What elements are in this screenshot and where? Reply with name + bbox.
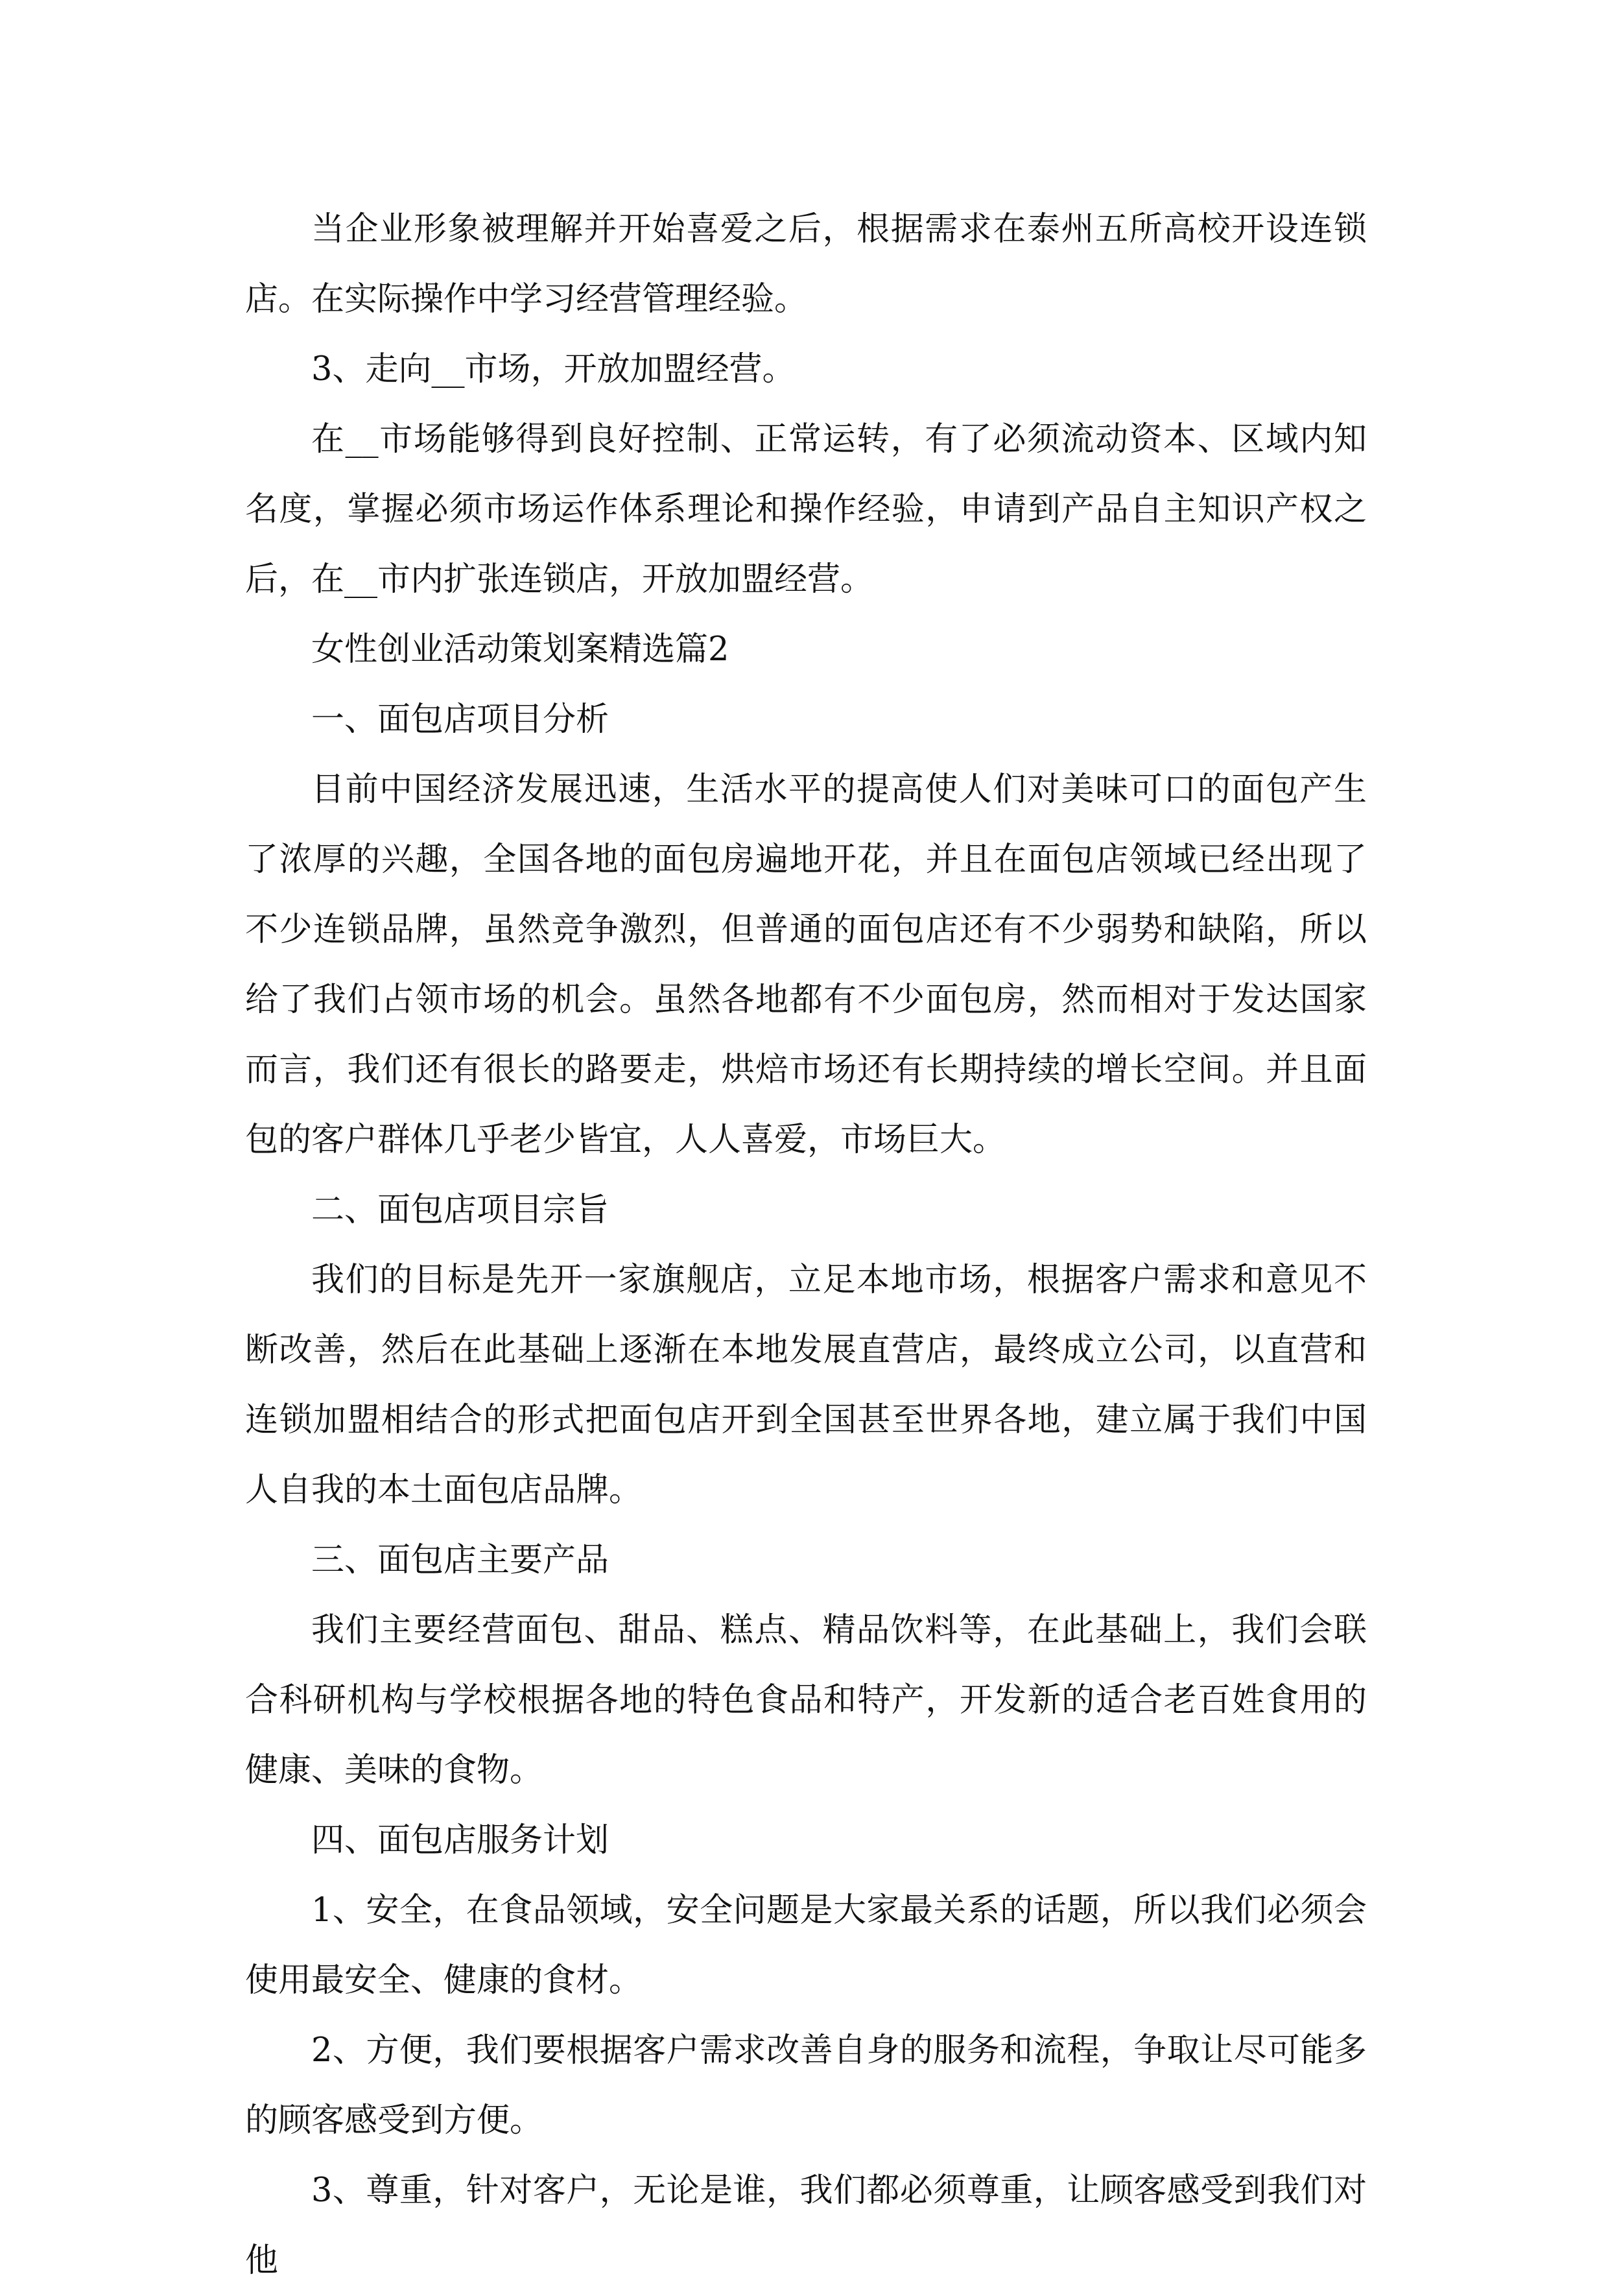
heading-project-purpose: 二、面包店项目宗旨 [311, 1191, 609, 1229]
heading-project-analysis: 一、面包店项目分析 [311, 700, 609, 739]
paragraph-main-products: 我们主要经营面包、甜品、糕点、精品饮料等，在此基础上，我们会联合科研机构与学校根据各地的特色食品和特产，开发新的适合老百姓食用的健康、美味的食物。 [245, 1611, 1367, 1789]
paragraph-service-safety: 1、安全，在食品领域，安全问题是大家最关系的话题，所以我们必须会使用最安全、健康的食材。 [245, 1891, 1367, 2000]
paragraph-service-respect: 3、尊重，针对客户，无论是谁，我们都必须尊重，让顾客感受到我们对他 [245, 2171, 1367, 2280]
paragraph-project-purpose: 我们的目标是先开一家旗舰店，立足本地市场，根据客户需求和意见不断改善，然后在此基础上逐渐在本地发展直营店，最终成立公司，以直营和连锁加盟相结合的形式把面包店开到全国甚至世界各地，建立属于我们中国人自我的本土面包店品牌。 [245, 1261, 1367, 1509]
paragraph-project-analysis: 目前中国经济发展迅速，生活水平的提高使人们对美味可口的面包产生了浓厚的兴趣，全国各地的面包房遍地开花，并且在面包店领域已经出现了不少连锁品牌，虽然竞争激烈，但普通的面包店还有不少弱势和缺陷，所以给了我们占领市场的机会。虽然各地都有不少面包房，然而相对于发达国家而言，我们还有很长的路要走，烘焙市场还有长期持续的增长空间。并且面包的客户群体几乎老少皆宜，人人喜爱，市场巨大。 [245, 771, 1367, 1159]
heading-service-plan: 四、面包店服务计划 [311, 1821, 609, 1860]
paragraph-franchise-expansion: 在__市场能够得到良好控制、正常运转，有了必须流动资本、区域内知名度，掌握必须市场运作体系理论和操作经验，申请到产品自主知识产权之后，在__市内扩张连锁店，开放加盟经营。 [245, 420, 1367, 599]
paragraph-step-3-heading: 3、走向__市场，开放加盟经营。 [311, 350, 796, 389]
paragraph-service-convenience: 2、方便，我们要根据客户需求改善自身的服务和流程，争取让尽可能多的顾客感受到方便。 [245, 2031, 1367, 2140]
document-body [245, 195, 1367, 2296]
heading-main-products: 三、面包店主要产品 [311, 1541, 609, 1579]
section-title-part-2: 女性创业活动策划案精选篇2 [311, 630, 729, 669]
paragraph-chain-store-plan: 当企业形象被理解并开始喜爱之后，根据需求在泰州五所高校开设连锁店。在实际操作中学习经营管理经验。 [245, 210, 1367, 318]
